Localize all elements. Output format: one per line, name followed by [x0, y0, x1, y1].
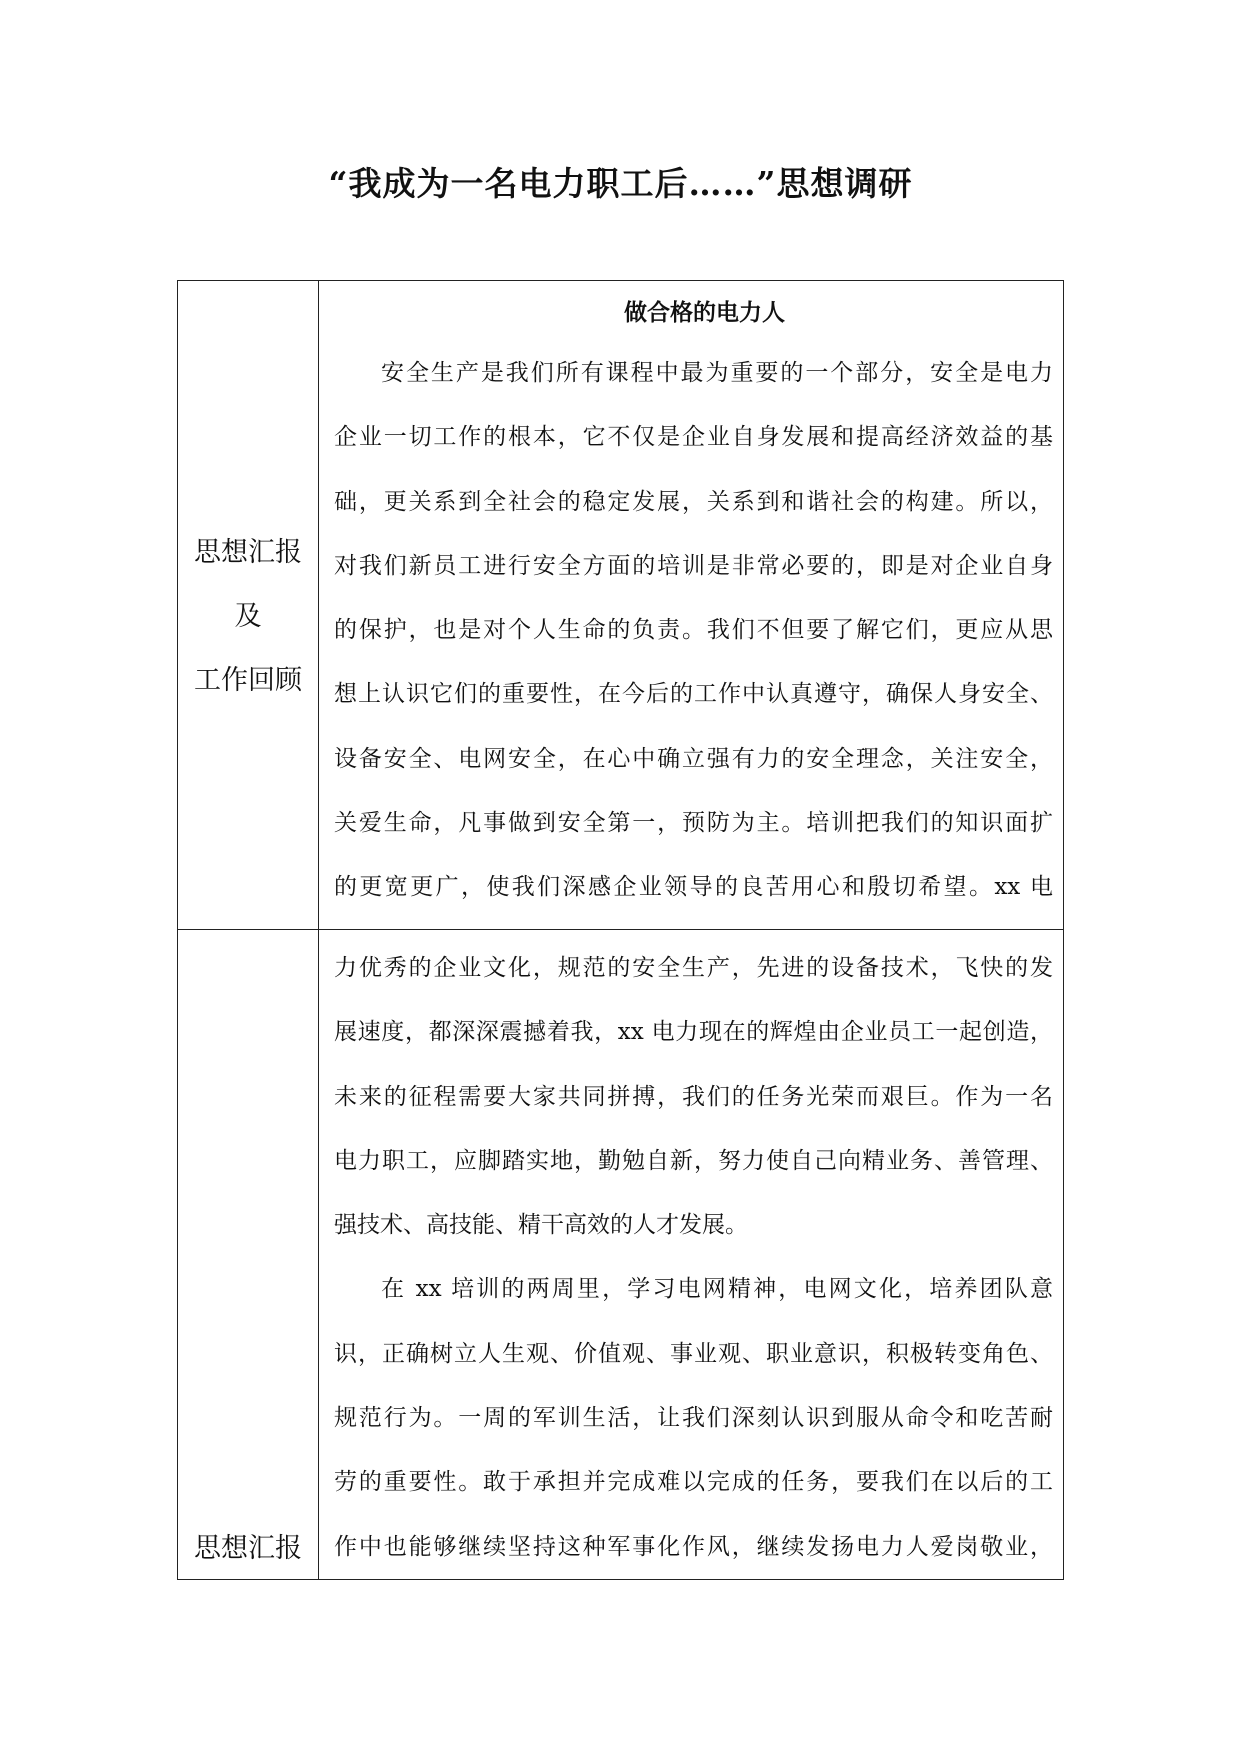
row-label: 思想汇报	[194, 1533, 302, 1564]
section-heading: 做合格的电力人	[624, 299, 785, 326]
paragraph-line: 设备安全、电网安全，在心中确立强有力的安全理念，关注安全，	[334, 745, 1053, 772]
paragraph-line: 劳的重要性。敢于承担并完成难以完成的任务，要我们在以后的工	[334, 1469, 1053, 1496]
row-label-line: 思想汇报	[194, 537, 302, 568]
paragraph-line: 关爱生命，凡事做到安全第一，预防为主。培训把我们的知识面扩	[334, 810, 1053, 837]
row-content-cell	[319, 930, 1064, 1580]
paragraph-line: 强技术、高技能、精干高效的人才发展。	[334, 1212, 748, 1239]
paragraph-line: 在 xx 培训的两周里，学习电网精神，电网文化，培养团队意	[381, 1276, 1053, 1303]
survey-table	[177, 280, 1064, 1580]
row-label-line: 工作回顾	[194, 665, 302, 696]
paragraph-line: 企业一切工作的根本，它不仅是企业自身发展和提高经济效益的基	[334, 424, 1053, 451]
table-row	[178, 281, 1064, 930]
paragraph-line: 展速度，都深深震撼着我，xx 电力现在的辉煌由企业员工一起创造，	[334, 1019, 1053, 1046]
row-content-cell	[319, 281, 1064, 930]
page-title: “我成为一名电力职工后……”思想调研	[328, 164, 913, 203]
paragraph-line: 未来的征程需要大家共同拼搏，我们的任务光荣而艰巨。作为一名	[334, 1083, 1053, 1110]
row-label	[178, 521, 318, 713]
paragraph-line: 安全生产是我们所有课程中最为重要的一个部分，安全是电力	[381, 360, 1053, 386]
paragraph-line: 力优秀的企业文化，规范的安全生产，先进的设备技术，飞快的发	[334, 955, 1053, 981]
paragraph-line: 对我们新员工进行安全方面的培训是非常必要的，即是对企业自身	[334, 552, 1053, 579]
paragraph-line: 识，正确树立人生观、价值观、事业观、职业意识，积极转变角色、	[334, 1340, 1053, 1367]
row-label-cell	[178, 930, 319, 1580]
paragraph-line: 规范行为。一周的军训生活，让我们深刻认识到服从命令和吃苦耐	[334, 1405, 1053, 1432]
paragraph-line: 的更宽更广，使我们深感企业领导的良苦用心和殷切希望。xx 电	[334, 874, 1053, 901]
row-label-cell	[178, 281, 319, 930]
paragraph-line: 作中也能够继续坚持这种军事化作风，继续发扬电力人爱岗敬业，	[334, 1533, 1053, 1560]
paragraph-line: 电力职工，应脚踏实地，勤勉自新，努力使自己向精业务、善管理、	[334, 1147, 1053, 1174]
paragraph-line: 础，更关系到全社会的稳定发展，关系到和谐社会的构建。所以，	[334, 488, 1053, 515]
table-row	[178, 930, 1064, 1580]
paragraph-line: 的保护，也是对个人生命的负责。我们不但要了解它们，更应从思	[334, 617, 1053, 644]
row-label-line: 及	[234, 601, 262, 632]
paragraph-line: 想上认识它们的重要性，在今后的工作中认真遵守，确保人身安全、	[334, 681, 1053, 708]
